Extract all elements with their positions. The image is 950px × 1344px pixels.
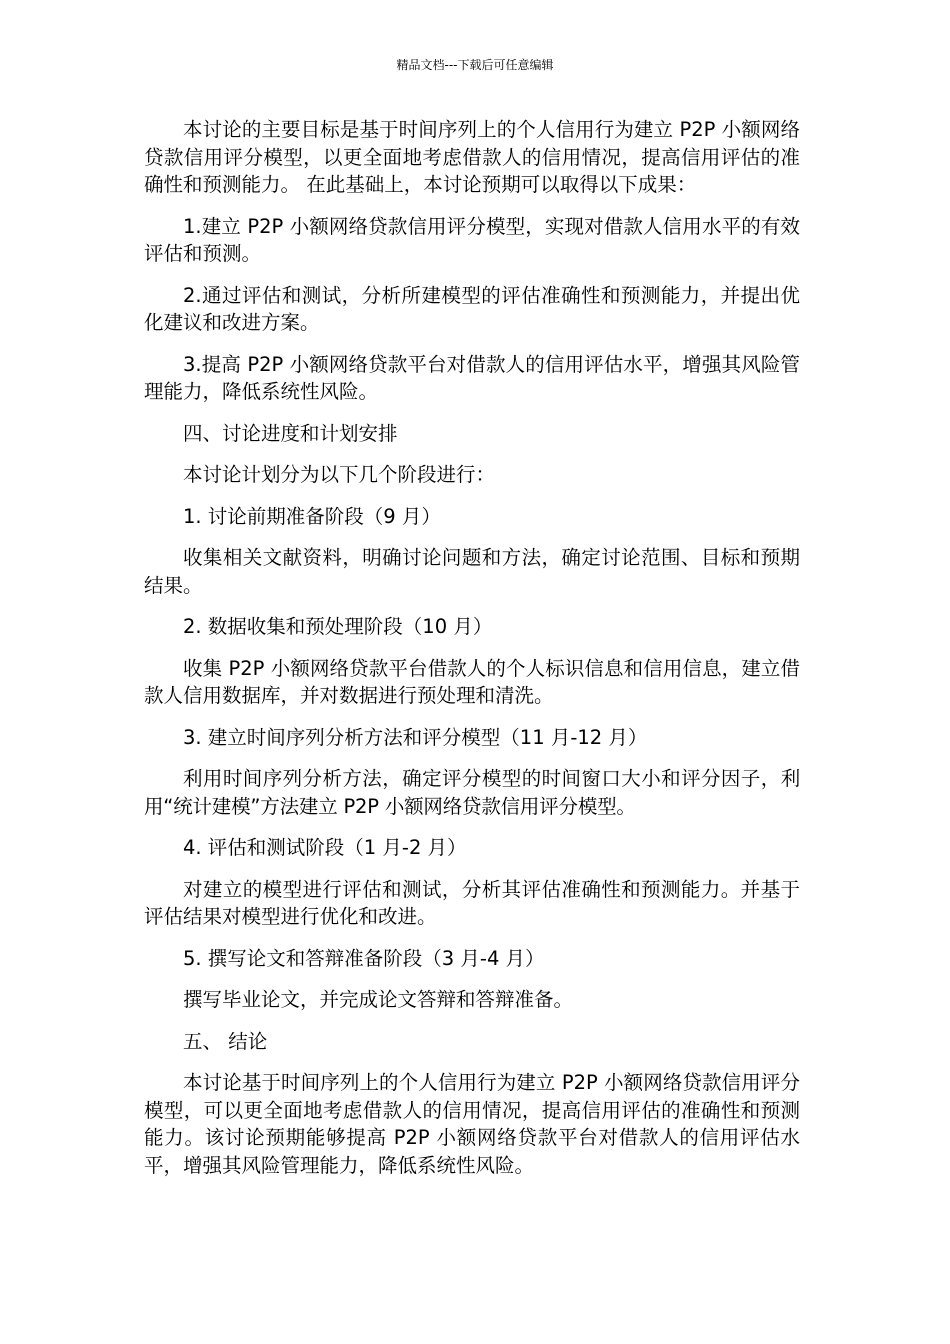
paragraph-outcome-3: 3.提高 P2P 小额网络贷款平台对借款人的信用评估水平，增强其风险管理能力，降低系统性风险。 [144, 352, 800, 403]
page-header: 精品文档---下载后可任意编辑 [396, 58, 554, 72]
section-heading-conclusion: 五、 结论 [183, 1029, 268, 1053]
stage-description-5: 撰写毕业论文，并完成论文答辩和答辩准备。 [183, 988, 574, 1011]
paragraph-outcome-1: 1.建立 P2P 小额网络贷款信用评分模型，实现对借款人信用水平的有效评估和预测。 [144, 214, 800, 265]
stage-heading-3: 3. 建立时间序列分析方法和评分模型（11 月-12 月） [183, 725, 648, 749]
stage-description-1: 收集相关文献资料，明确讨论问题和方法，确定讨论范围、目标和预期结果。 [144, 546, 800, 597]
document-body [144, 116, 800, 1193]
paragraph-objectives: 本讨论的主要目标是基于时间序列上的个人信用行为建立 P2P 小额网络贷款信用评分模型，以更全面地考虑借款人的信用情况，提高信用评估的准确性和预测能力。 在此基础上，本讨论预期可以取得以下成果： [144, 118, 800, 196]
paragraph-outcome-2: 2.通过评估和测试，分析所建模型的评估准确性和预测能力，并提出优化建议和改进方案。 [144, 283, 800, 334]
stage-heading-5: 5. 撰写论文和答辩准备阶段（3 月-4 月） [183, 946, 545, 970]
stage-description-4: 对建立的模型进行评估和测试，分析其评估准确性和预测能力。并基于评估结果对模型进行优化和改进。 [144, 877, 800, 928]
section-heading-schedule: 四、讨论进度和计划安排 [183, 421, 398, 445]
paragraph-conclusion: 本讨论基于时间序列上的个人信用行为建立 P2P 小额网络贷款信用评分模型，可以更全面地考虑借款人的信用情况，提高信用评估的准确性和预测能力。该讨论预期能够提高 P2P 小额网络贷款平台对借款人的信用评估水平，增强其风险管理能力，降低系统性风险。 [144, 1071, 800, 1177]
stage-description-2: 收集 P2P 小额网络贷款平台借款人的个人标识信息和信用信息，建立借款人信用数据库，并对数据进行预处理和清洗。 [144, 656, 800, 707]
stage-heading-4: 4. 评估和测试阶段（1 月-2 月） [183, 836, 467, 859]
stage-description-3: 利用时间序列分析方法，确定评分模型的时间窗口大小和评分因子，利用“统计建模”方法建立 P2P 小额网络贷款信用评分模型。 [144, 767, 800, 818]
stage-heading-1: 1. 讨论前期准备阶段（9 月） [183, 504, 441, 528]
stage-heading-2: 2. 数据收集和预处理阶段（10 月） [183, 615, 493, 638]
paragraph-schedule-intro: 本讨论计划分为以下几个阶段进行： [183, 463, 496, 486]
